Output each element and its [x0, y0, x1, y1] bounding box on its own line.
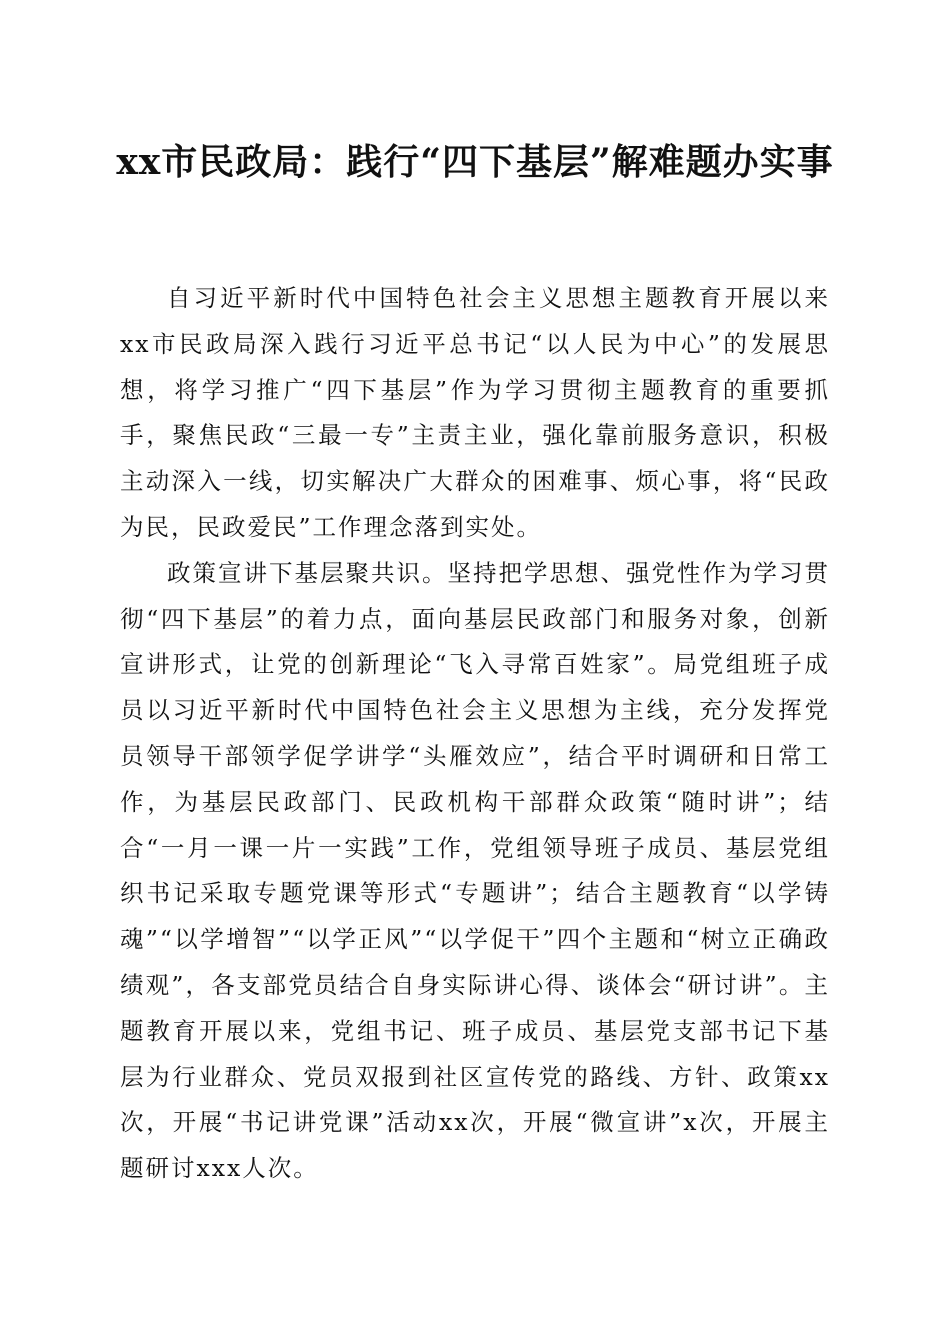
paragraph-policy-outreach: 政策宣讲下基层聚共识。坚持把学思想、强党性作为学习贯彻“四下基层”的着力点，面向基层民政部门和服务对象，创新宣讲形式，让党的创新理论“飞入寻常百姓家”。局党组班子成员以习近平新时代中国特色社会主义思想为主线，充分发挥党员领导干部领学促学讲学“头雁效应”，结合平时调研和日常工作，为基层民政部门、民政机构干部群众政策“随时讲”；结合“一月一课一片一实践”工作，党组领导班子成员、基层党组织书记采取专题党课等形式“专题讲”；结合主题教育“以学铸魂”“以学增智”“以学正风”“以学促干”四个主题和“树立正确政绩观”，各支部党员结合自身实际讲心得、谈体会“研讨讲”。主题教育开展以来，党组书记、班子成员、基层党支部书记下基层为行业群众、党员双报到社区宣传党的路线、方针、政策xx次，开展“书记讲党课”活动xx次，开展“微宣讲”x次，开展主题研讨xxx人次。 — [120, 558, 830, 1183]
document-body — [120, 276, 830, 1192]
paragraph-intro: 自习近平新时代中国特色社会主义思想主题教育开展以来xx市民政局深入践行习近平总书记“以人民为中心”的发展思想，将学习推广“四下基层”作为学习贯彻主题教育的重要抓手，聚焦民政“三最一专”主责主业，强化靠前服务意识，积极主动深入一线，切实解决广大群众的困难事、烦心事，将“民政为民，民政爱民”工作理念落到实处。 — [120, 284, 830, 541]
document-title: xx市民政局：践行“四下基层”解难题办实事 — [116, 141, 834, 183]
